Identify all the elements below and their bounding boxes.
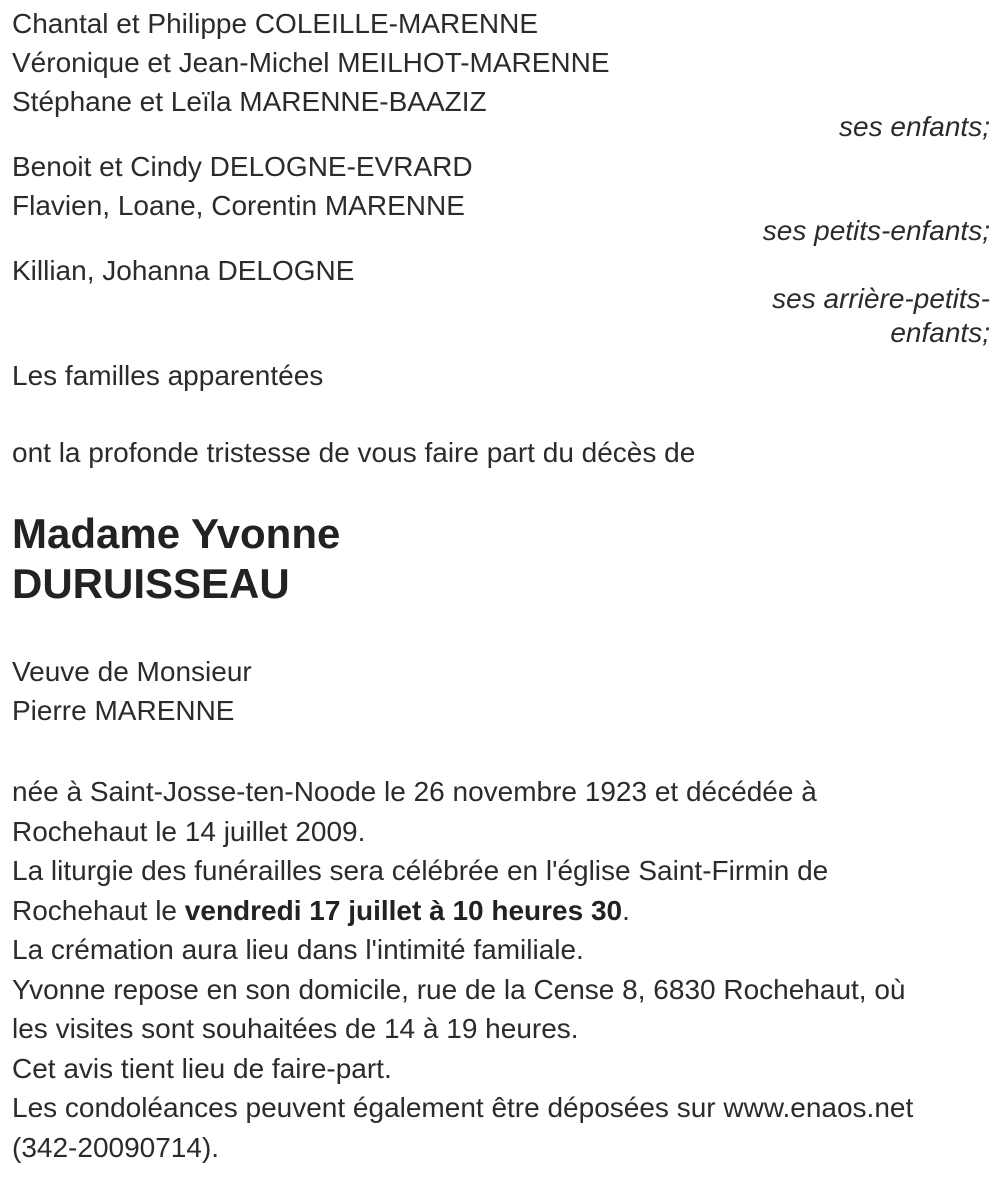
notice-text: Rochehaut le bbox=[12, 894, 185, 926]
notice-line-liturgy-date bbox=[12, 891, 990, 931]
related-families-group bbox=[12, 356, 990, 395]
notice-line-visits: les visites sont souhaitées de 14 à 19 heures. bbox=[12, 1013, 579, 1044]
family-member-line: Stéphane et Leïla MARENNE-BAAZIZ bbox=[12, 86, 487, 117]
notice-line-cremation: La crémation aura lieu dans l'intimité familiale. bbox=[12, 934, 584, 965]
notice-line-birth-death: Rochehaut le 14 juillet 2009. bbox=[12, 815, 366, 847]
deceased-name-heading bbox=[12, 509, 990, 609]
family-member-line: Flavien, Loane, Corentin MARENNE bbox=[12, 190, 465, 221]
great-grandchildren-relation-label bbox=[12, 282, 990, 350]
notice-line-fairepart: Cet avis tient lieu de faire-part. bbox=[12, 1052, 392, 1084]
family-member-line: Killian, Johanna DELOGNE bbox=[12, 255, 355, 286]
notice-line-liturgy: La liturgie des funérailles sera célébrée en l'église Saint-Firmin de bbox=[12, 855, 829, 886]
notice-line-condolences: Les condoléances peuvent également être déposées sur www.enaos.net bbox=[12, 1092, 914, 1123]
related-families-line: Les familles apparentées bbox=[12, 360, 324, 391]
deceased-name-line: Madame Yvonne bbox=[12, 510, 341, 557]
notice-line-visits: Yvonne repose en son domicile, rue de la Cense 8, 6830 Rochehaut, où bbox=[12, 973, 906, 1005]
family-member-line: Véronique et Jean-Michel MEILHOT-MARENNE bbox=[12, 47, 610, 78]
deceased-name-line: DURUISSEAU bbox=[12, 560, 290, 607]
notice-line-reference: (342-20090714). bbox=[12, 1131, 220, 1163]
family-member-line: Benoit et Cindy DELOGNE-EVRARD bbox=[12, 151, 473, 182]
widow-line: Pierre MARENNE bbox=[12, 695, 235, 726]
widow-line: Veuve de Monsieur bbox=[12, 656, 252, 687]
announcement-intro: ont la profonde tristesse de vous faire part du décès de bbox=[12, 437, 696, 468]
relation-label-line: enfants; bbox=[890, 317, 990, 348]
funeral-date-bold: vendredi 17 juillet à 10 heures 30 bbox=[184, 894, 623, 926]
family-member-line: Chantal et Philippe COLEILLE-MARENNE bbox=[12, 8, 539, 39]
widow-block bbox=[12, 652, 990, 730]
grandchildren-names-group bbox=[12, 147, 990, 225]
notice-line-birth-death: née à Saint-Josse-ten-Noode le 26 novembre 1923 et décédée à bbox=[12, 776, 817, 807]
relation-label-line: ses arrière-petits- bbox=[772, 283, 990, 314]
children-names-group bbox=[12, 4, 990, 121]
notice-block bbox=[12, 772, 990, 1167]
grandchildren-relation-label: ses petits-enfants; bbox=[762, 215, 990, 246]
notice-text: . bbox=[622, 894, 630, 926]
children-relation-label: ses enfants; bbox=[839, 111, 990, 142]
